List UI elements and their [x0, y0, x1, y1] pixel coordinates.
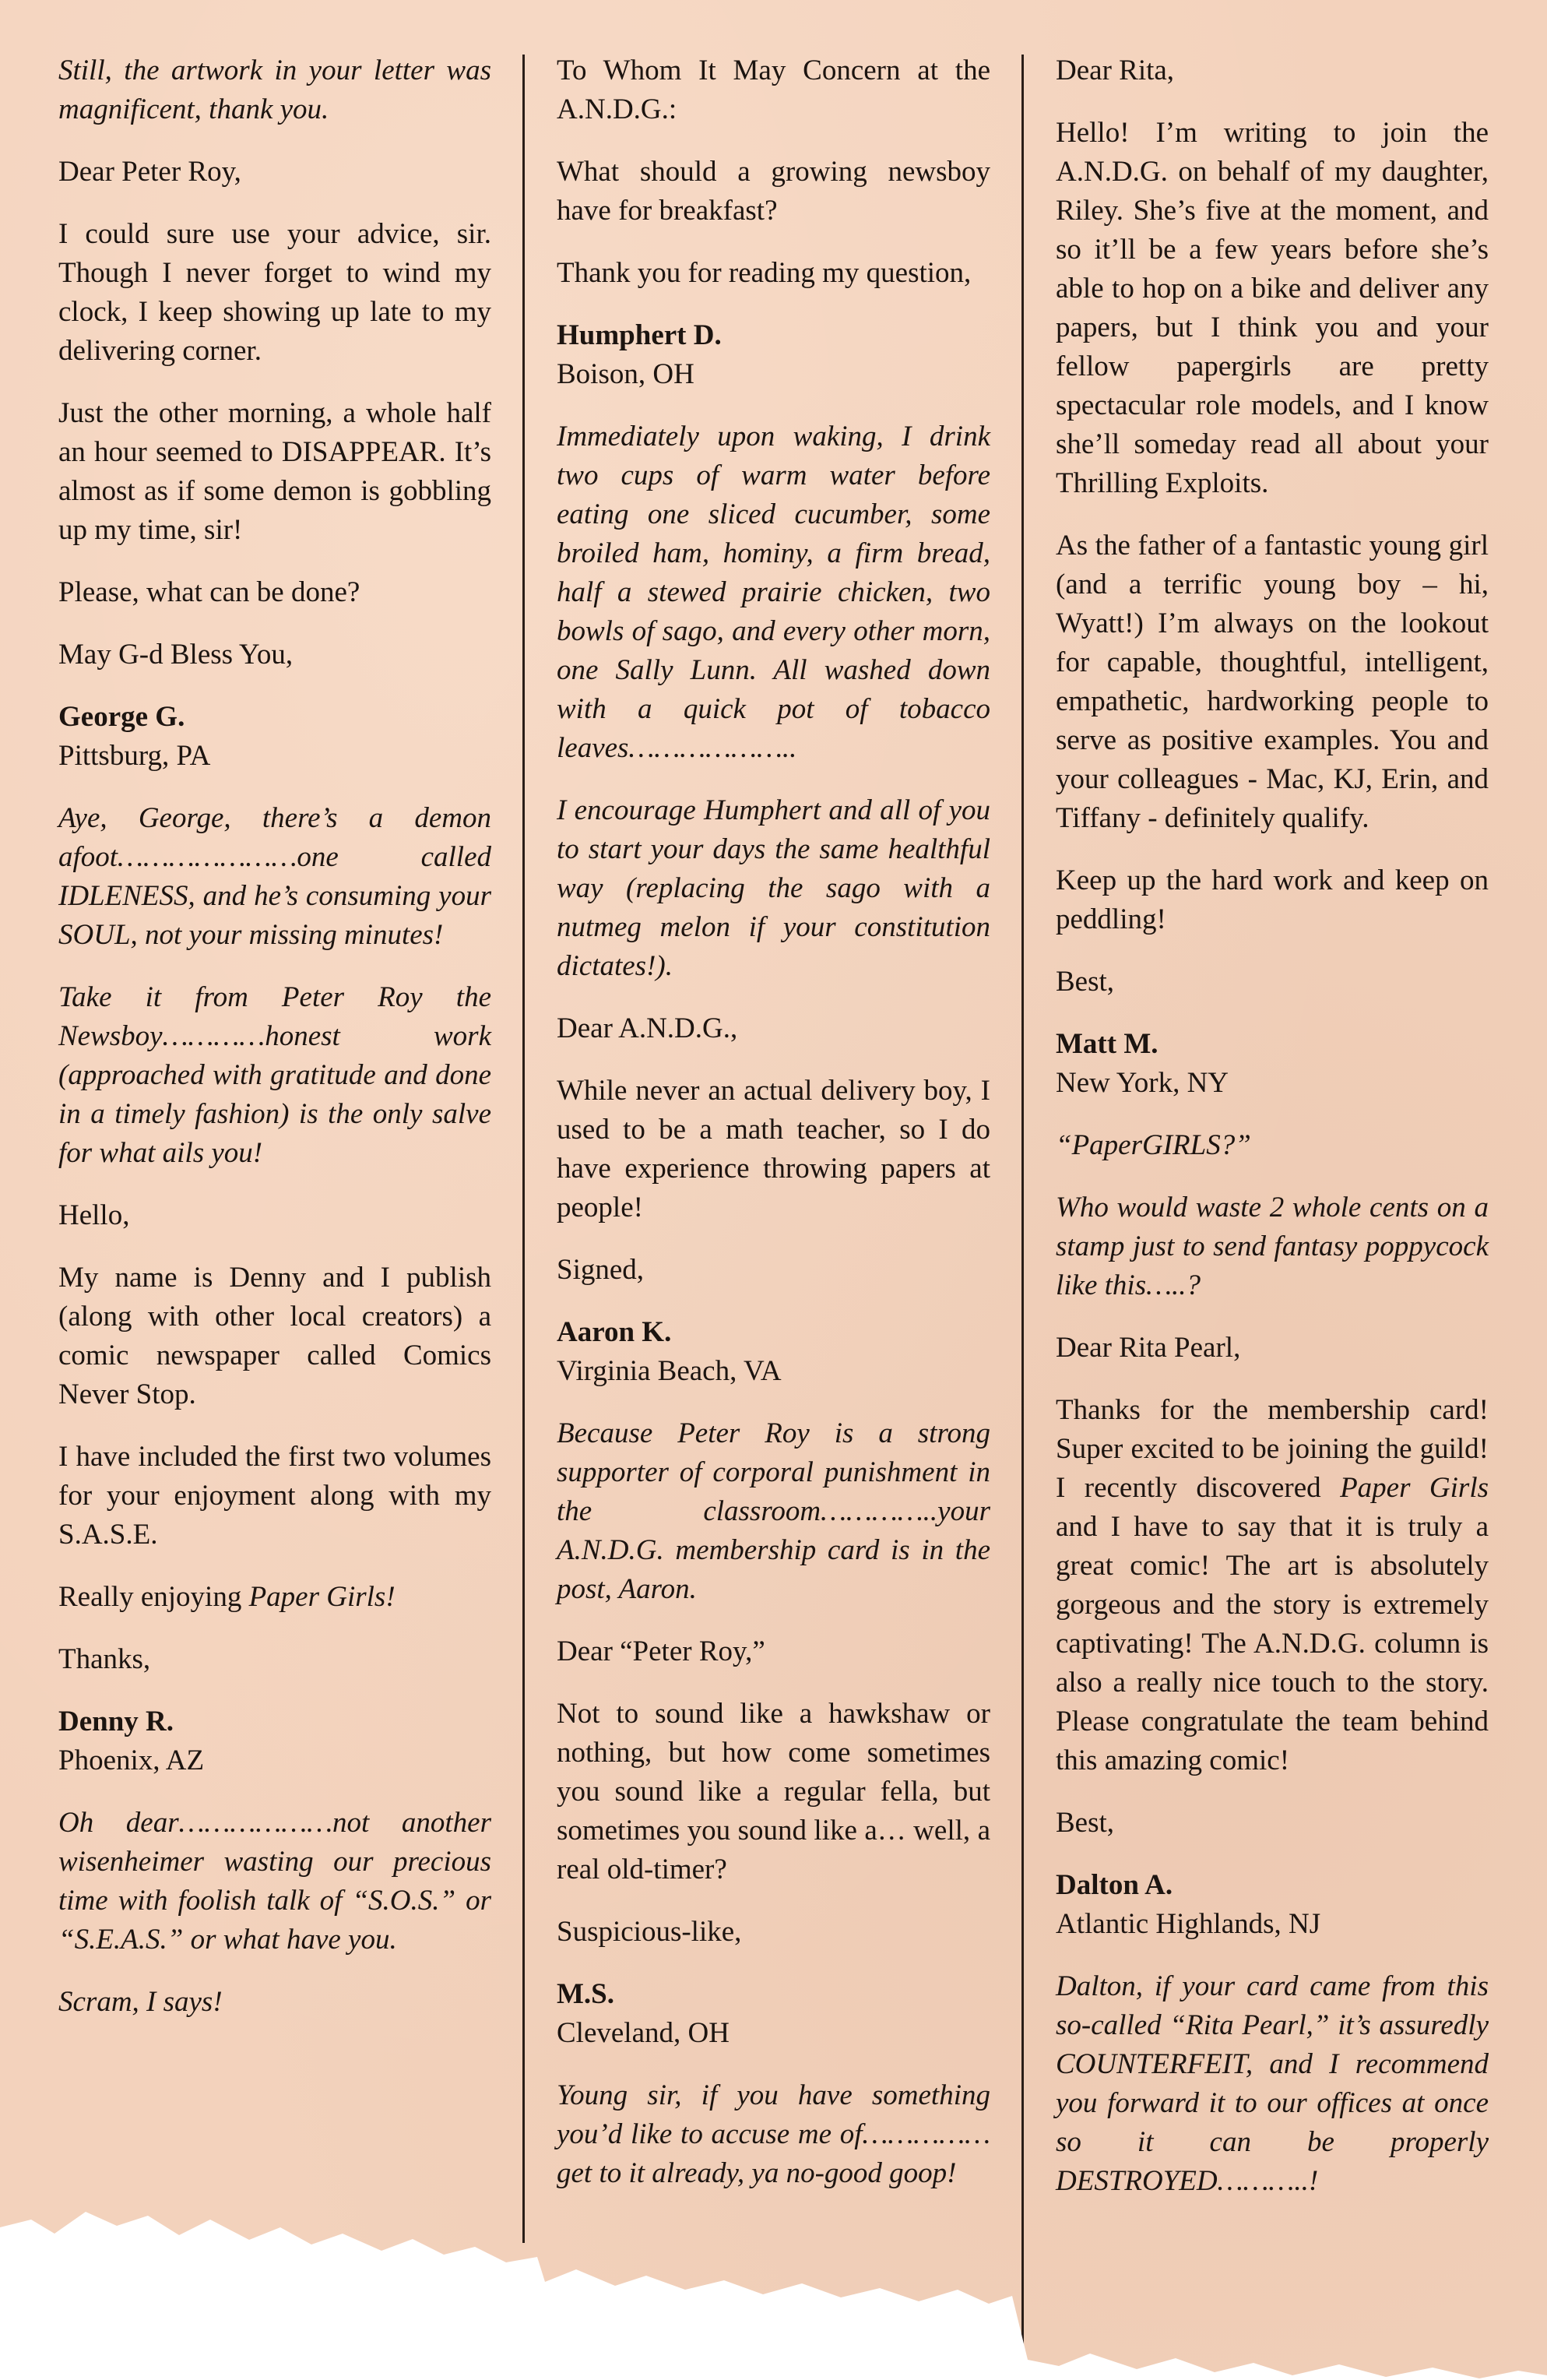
- letter-signature: [557, 316, 990, 394]
- signature-place: Atlantic Highlands, NJ: [1056, 1908, 1321, 1940]
- letter-closing: May G-d Bless You,: [58, 639, 294, 671]
- letter-body: Keep up the hard work and keep on peddling!: [1056, 864, 1489, 935]
- letter-salutation: Dear A.N.D.G.,: [557, 1012, 738, 1044]
- signature-name: Dalton A.: [1056, 1869, 1173, 1901]
- letter-body: While never an actual delivery boy, I used to be a math teacher, so I do have experience throwing papers at people!: [557, 1075, 990, 1223]
- signature-name: Aaron K.: [557, 1316, 672, 1348]
- letters-column-3: [1056, 51, 1489, 2224]
- signature-place: Pittsburg, PA: [58, 740, 211, 772]
- signature-place: Virginia Beach, VA: [557, 1355, 782, 1387]
- reply-text: Immediately upon waking, I drink two cups of warm water before eating one sliced cucumber, some broiled ham, hominy, a firm bread, half a stewed prairie chicken, two bowls of sago, and every other morn, one Sally Lunn. All washed down with a quick pot of tobacco leaves………………..: [557, 421, 990, 764]
- signature-name: Denny R.: [58, 1706, 174, 1737]
- reply-text: Who would waste 2 whole cents on a stamp just to send fantasy poppycock like this…..?: [1056, 1192, 1489, 1301]
- letter-salutation: To Whom It May Concern at the A.N.D.G.:: [557, 55, 990, 125]
- reply-text: Still, the artwork in your letter was magnificent, thank you.: [58, 55, 491, 125]
- reply-text: Take it from Peter Roy the Newsboy…………honest work (approached with gratitude and done in a timely fashion) is the only salve for what ails you!: [58, 981, 491, 1169]
- letter-body: Just the other morning, a whole half an hour seemed to DISAPPEAR. It’s almost as if some demon is gobbling up my time, sir!: [58, 397, 491, 546]
- reply-text: Because Peter Roy is a strong supporter of corporal punishment in the classroom…………..your A.N.D.G. membership card is in the post, Aaron.: [557, 1417, 990, 1605]
- reply-text: Dalton, if your card came from this so-called “Rita Pearl,” it’s assuredly COUNTERFEIT, and I recommend you forward it to our offices at once so it can be properly DESTROYED………..!: [1056, 1970, 1489, 2197]
- letter-body: What should a growing newsboy have for breakfast?: [557, 156, 990, 227]
- letter-body: I could sure use your advice, sir. Though I never forget to wind my clock, I keep showing up late to my delivering corner.: [58, 218, 491, 367]
- comic-title: Paper Girls!: [248, 1581, 396, 1613]
- letter-body: I have included the first two volumes for your enjoyment along with my S.A.S.E.: [58, 1441, 491, 1551]
- letter-salutation: Dear Rita Pearl,: [1056, 1332, 1241, 1364]
- reply-text: Scram, I says!: [58, 1986, 223, 2018]
- letter-closing: Best,: [1056, 966, 1115, 998]
- torn-paper-edge: [0, 2103, 1547, 2380]
- letter-signature: [557, 1313, 990, 1391]
- signature-place: Boison, OH: [557, 358, 694, 390]
- letter-body: As the father of a fantastic young girl (and a terrific young boy – hi, Wyatt!) I’m always on the lookout for capable, thoughtful, intelligent, empathetic, hardworking people to serve as positive examples. You and your colleagues - Mac, KJ, Erin, and Tiffany - definitely qualify.: [1056, 530, 1489, 834]
- signature-name: Matt M.: [1056, 1028, 1158, 1060]
- signature-place: Phoenix, AZ: [58, 1745, 205, 1776]
- letter-signature: [557, 1975, 990, 2053]
- signature-name: M.S.: [557, 1978, 614, 2010]
- reply-text: I encourage Humphert and all of you to start your days the same healthful way (replacing the sago with a nutmeg melon if your constitution dictates!).: [557, 794, 990, 982]
- signature-place: New York, NY: [1056, 1067, 1229, 1099]
- letters-column-2: [557, 51, 990, 2216]
- letter-signature: [1056, 1025, 1489, 1103]
- signature-name: Humphert D.: [557, 319, 722, 351]
- letter-body-text: Thanks for the membership card! Super excited to be joining the guild! I recently discovered: [1056, 1394, 1489, 1504]
- letter-body-text: Really enjoying: [58, 1581, 249, 1613]
- comic-title: Paper Girls: [1340, 1472, 1489, 1504]
- letter-salutation: Dear Peter Roy,: [58, 156, 241, 188]
- reply-text: “PaperGIRLS?”: [1056, 1129, 1251, 1161]
- signature-name: George G.: [58, 701, 185, 733]
- letter-signature: [58, 698, 491, 776]
- letter-body: My name is Denny and I publish (along with other local creators) a comic newspaper called Comics Never Stop.: [58, 1262, 491, 1410]
- letter-body: Not to sound like a hawkshaw or nothing, but how come sometimes you sound like a regular fella, but sometimes you sound like a… well, a real old-timer?: [557, 1698, 990, 1885]
- signature-place: Cleveland, OH: [557, 2017, 730, 2049]
- reply-text: Young sir, if you have something you’d like to accuse me of…………… get to it already, ya no-good goop!: [557, 2079, 990, 2189]
- letter-salutation: Dear Rita,: [1056, 55, 1175, 86]
- letters-column-1: [58, 51, 491, 2045]
- letter-body-text: and I have to say that it is truly a great comic! The art is absolutely gorgeous and the story is extremely captivating! The A.N.D.G. column is also a really nice touch to the story. Please congratulate the team behind this amazing comic!: [1056, 1511, 1489, 1776]
- letter-closing: Signed,: [557, 1254, 645, 1286]
- letter-body: [1056, 1391, 1489, 1780]
- letter-salutation: Dear “Peter Roy,”: [557, 1635, 765, 1667]
- letter-signature: [58, 1702, 491, 1780]
- reply-text: Aye, George, there’s a demon afoot…………………one called IDLENESS, and he’s consuming your SOUL, not your missing minutes!: [58, 802, 491, 951]
- letter-salutation: Hello,: [58, 1199, 130, 1231]
- column-rule-left: [522, 55, 525, 2243]
- reply-text: Oh dear………………not another wisenheimer wasting our precious time with foolish talk of “S.O.S.” or “S.E.A.S.” or what have you.: [58, 1807, 491, 1956]
- column-rule-right: [1021, 55, 1024, 2352]
- letter-signature: [1056, 1866, 1489, 1944]
- letter-closing: Best,: [1056, 1807, 1115, 1839]
- letter-closing: Thanks,: [58, 1643, 151, 1675]
- letter-body: Hello! I’m writing to join the A.N.D.G. on behalf of my daughter, Riley. She’s five at the moment, and so it’ll be a few years before she’s able to hop on a bike and deliver any papers, but I think you and your fellow papergirls are pretty spectacular role models, and I know she’ll someday read all about your Thrilling Exploits.: [1056, 117, 1489, 499]
- letter-closing: Suspicious-like,: [557, 1916, 742, 1948]
- letter-body: [58, 1578, 491, 1617]
- letter-body: Please, what can be done?: [58, 576, 360, 608]
- letter-closing: Thank you for reading my question,: [557, 257, 972, 289]
